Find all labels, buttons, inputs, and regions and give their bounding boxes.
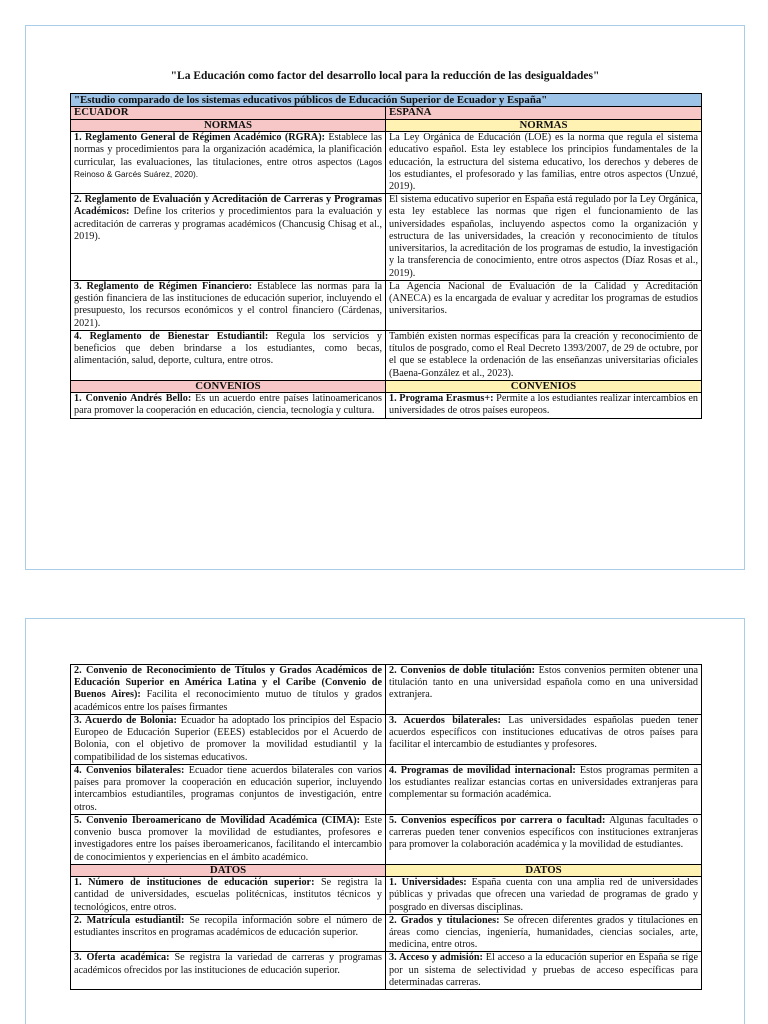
item-text: Este convenio busca promover la movilidad de estudiantes, profesores e investigadores entre los países iberoamericanos, facilitando el intercambio de conocimientos y experiencias en el ámbito académico.	[74, 814, 382, 863]
section-header-normas-ecuador: NORMAS	[71, 119, 386, 131]
item-title: 4. Convenios bilaterales:	[74, 764, 185, 776]
convenios-cell-ecuador	[71, 714, 386, 764]
item-title: 1. Reglamento General de Régimen Académico (RGRA):	[74, 132, 326, 144]
datos-cell-spain	[386, 914, 702, 952]
datos-cell-ecuador	[71, 914, 386, 952]
item-text: Establece las normas para la gestión financiera de las instituciones de educación superior, incluyendo el presupuesto, los recursos económicos y el control financiero (Cárdenas, 2021).	[74, 280, 382, 329]
document-page-1	[25, 25, 745, 570]
convenios-cell-ecuador	[71, 393, 386, 418]
country-header-ecuador: ECUADOR	[71, 107, 386, 119]
item-text: España cuenta con una amplia red de universidades públicas y privadas que ofrecen una variedad de programas de grado y posgrado en diversas disciplinas.	[389, 877, 698, 913]
item-text: Es un acuerdo entre países latinoamericanos para promover la cooperación en educación, ciencia, tecnología y cultura.	[74, 393, 382, 417]
item-title: 1. Programa Erasmus+:	[389, 393, 494, 405]
table-row	[71, 393, 702, 418]
normas-cell-ecuador	[71, 330, 386, 380]
item-title: 3. Acceso y admisión:	[389, 952, 483, 964]
table-row	[71, 877, 702, 915]
item-title: 4. Programas de movilidad internacional:	[389, 764, 576, 776]
convenios-cell-ecuador	[71, 764, 386, 814]
table-row	[71, 914, 702, 952]
item-text: Establece las normas y procedimientos para la organización académica, la planificación curricular, las evaluaciones, las titulaciones, entre otros aspectos	[74, 132, 382, 168]
item-title: 2. Reglamento de Evaluación y Acreditación de Carreras y Programas Académicos:	[74, 194, 382, 218]
item-text: Se registra la variedad de carreras y programas académicos ofrecidos por las instituciones de educación superior.	[74, 952, 382, 976]
normas-cell-ecuador	[71, 194, 386, 281]
item-text: Se recopila información sobre el número de estudiantes inscritos en programas académicos de educación superior.	[74, 914, 383, 939]
item-title: 3. Acuerdos bilaterales:	[389, 714, 501, 726]
table-row	[71, 764, 702, 814]
item-title: 1. Convenio Andrés Bello:	[74, 393, 192, 405]
datos-cell-spain	[386, 952, 702, 990]
table-row	[71, 952, 702, 990]
convenios-cell-spain	[386, 393, 702, 418]
normas-cell-spain	[386, 132, 702, 194]
section-header-normas-spain: NORMAS	[386, 119, 702, 131]
table-row	[71, 714, 702, 764]
item-title: 1. Número de instituciones de educación superior:	[74, 877, 315, 889]
convenios-cell-spain	[386, 714, 702, 764]
convenios-cell-spain	[386, 665, 702, 715]
item-title: 2. Convenios de doble titulación:	[389, 665, 536, 676]
item-title: 2. Convenio de Reconocimiento de Títulos y Grados Académicos de Educación Superior en América Latina y el Caribe (Convenio de Buenos Aires):	[74, 665, 382, 701]
item-title: 5. Convenios específicos por carrera o facultad:	[389, 814, 606, 826]
item-text: El acceso a la educación superior en España se rige por un sistema de selectividad y pruebas de acceso específicas para determinadas carreras.	[389, 952, 698, 988]
item-text: La Ley Orgánica de Educación (LOE) es la norma que regula el sistema educativo español. Esta ley establece los principios fundamentales de la educación, la estructura del sistema educativo, los derechos y deberes de los estudiantes, el profesorado y las familias, entre otros aspectos (Unzué, 2019).	[389, 132, 699, 192]
item-title: 1. Universidades:	[389, 877, 467, 889]
item-text: El sistema educativo superior en España está regulado por la Ley Orgánica, esta ley establece las normas que rigen el funcionamiento de las universidades españolas, incluyendo aspectos como la organización y estructura de las universidades, la creación y reconocimiento de títulos universitarios, la acreditación de los programas de estudio, la investigación y la transferencia de conocimiento, entre otros aspectos (Díaz Rosas et al., 2019).	[389, 194, 699, 279]
section-header-datos-spain: DATOS	[386, 864, 702, 876]
section-header-convenios-ecuador: CONVENIOS	[71, 380, 386, 392]
section-header-convenios-spain: CONVENIOS	[386, 380, 702, 392]
item-title: 5. Convenio Iberoamericano de Movilidad Académica (CIMA):	[74, 814, 360, 826]
item-text: Estos convenios permiten obtener una titulación tanto en una universidad española como en una universidad extranjera.	[389, 665, 698, 701]
item-title: 4. Reglamento de Bienestar Estudiantil:	[74, 330, 269, 342]
section-header-datos-ecuador: DATOS	[71, 864, 386, 876]
table-row	[71, 194, 702, 281]
table-row	[71, 814, 702, 864]
item-text: Se registra la cantidad de universidades, escuelas politécnicas, institutos técnicos y tecnológicos, entre otros.	[74, 877, 382, 913]
datos-cell-spain	[386, 877, 702, 915]
item-text: La Agencia Nacional de Evaluación de la Calidad y Acreditación (ANECA) es la encargada de evaluar y acreditar los programas de estudios universitarios.	[389, 280, 699, 317]
country-header-spain: ESPAÑA	[386, 107, 702, 119]
item-text: Las universidades españolas pueden tener acuerdos específicos con instituciones educativas de otros países para facilitar el intercambio de estudiantes y profesores.	[389, 714, 698, 751]
item-text: Estos programas permiten a los estudiantes realizar estancias cortas en universidades extranjeras para complementar su formación académica.	[389, 764, 699, 801]
item-text: Permite a los estudiantes realizar intercambios en universidades de otros países europeos.	[389, 393, 699, 417]
item-text: Ecuador tiene acuerdos bilaterales con varios países para promover la cooperación en educación superior, incluyendo intercambios estudiantiles, programas conjuntos de investigación, entre otros.	[74, 764, 382, 813]
item-text: Define los criterios y procedimientos para la evaluación y acreditación de carreras y programas académicos (Chancusig Chisag et al., 2019).	[74, 206, 382, 242]
item-title: 3. Oferta académica:	[74, 952, 170, 964]
item-text: Ecuador ha adoptado los principios del Espacio Europeo de Educación Superior (EEES) establecidos por el Acuerdo de Bolonia, con el objetivo de promover la movilidad estudiantil y la compatibilidad de los sistemas educativos.	[74, 714, 382, 763]
normas-cell-spain	[386, 280, 702, 330]
item-citation: (Lagos Reinoso & Garcés Suárez, 2020).	[74, 156, 382, 179]
document-page-2	[25, 618, 745, 1024]
document-title: "La Educación como factor del desarrollo local para la reducción de las desigualdades"	[170, 70, 600, 82]
table-title: "Estudio comparado de los sistemas educativos públicos de Educación Superior de Ecuador y España"	[71, 94, 702, 107]
item-text: Facilita el reconocimiento mutuo de títulos y grados académicos entre los países firmantes	[74, 689, 382, 713]
normas-cell-spain	[386, 194, 702, 281]
item-title: 3. Reglamento de Régimen Financiero:	[74, 280, 253, 292]
convenios-cell-spain	[386, 764, 702, 814]
item-text: También existen normas específicas para la creación y reconocimiento de títulos de posgrado, como el Real Decreto 1393/2007, de 29 de octubre, por el que se establece la ordenación de las enseñanzas universitarias oficiales (Baena-González et al., 2023).	[389, 330, 699, 379]
item-text: Algunas facultades o carreras pueden tener convenios específicos con instituciones extranjeras para promover la colaboración académica y la movilidad de estudiantes.	[389, 814, 699, 851]
table-row	[71, 280, 702, 330]
convenios-cell-ecuador	[71, 814, 386, 864]
comparison-table-page-2	[70, 664, 702, 990]
item-title: 3. Acuerdo de Bolonia:	[74, 714, 177, 726]
item-title: 2. Grados y titulaciones:	[389, 914, 500, 926]
table-row	[71, 330, 702, 380]
comparison-table-page-1	[70, 93, 702, 419]
datos-cell-ecuador	[71, 952, 386, 990]
convenios-cell-spain	[386, 814, 702, 864]
table-row	[71, 132, 702, 194]
normas-cell-ecuador	[71, 280, 386, 330]
convenios-cell-ecuador	[71, 665, 386, 715]
normas-cell-ecuador	[71, 132, 386, 194]
normas-cell-spain	[386, 330, 702, 380]
table-row	[71, 665, 702, 715]
item-title: 2. Matrícula estudiantil:	[74, 914, 185, 926]
item-text: Se ofrecen diferentes grados y titulaciones en áreas como ciencias, ingeniería, humanidades, ciencias sociales, arte, medicina, entre otros.	[389, 914, 698, 951]
datos-cell-ecuador	[71, 877, 386, 915]
item-text: Regula los servicios y beneficios que deben brindarse a los estudiantes, como becas, alimentación, salud, deporte, cultura, entre otros.	[74, 330, 382, 367]
